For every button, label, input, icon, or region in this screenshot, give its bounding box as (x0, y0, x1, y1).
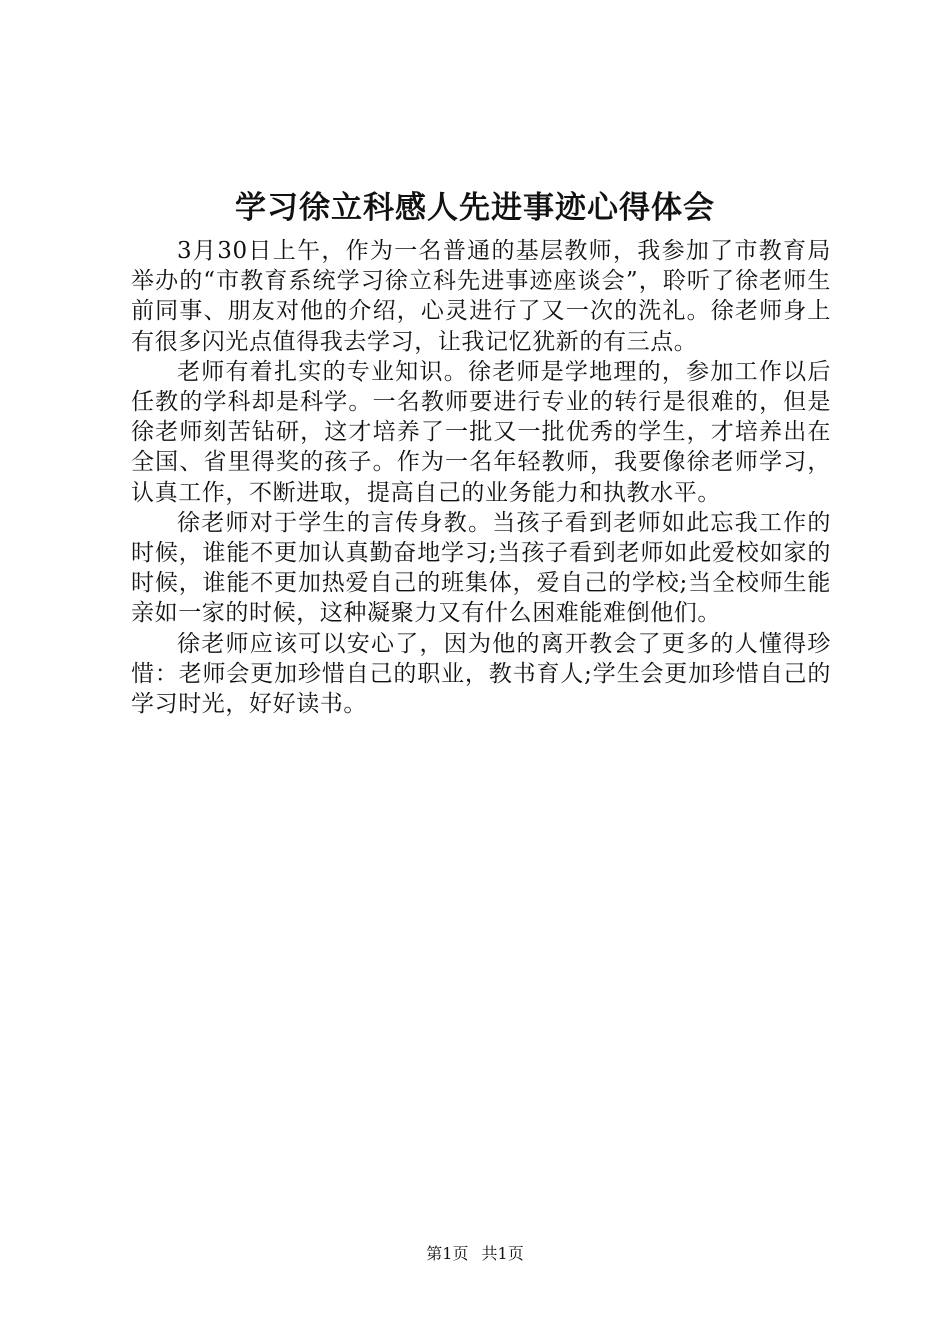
document-title: 学习徐立科感人先进事迹心得体会 (235, 190, 715, 226)
document-body (131, 236, 831, 719)
paragraph-2: 老师有着扎实的专业知识。徐老师是学地理的，参加工作以后任教的学科却是科学。一名教师要进行专业的转行是很难的，但是徐老师刻苦钻研，这才培养了一批又一批优秀的学生，才培养出在全国、省里得奖的孩子。作为一名年轻教师，我要像徐老师学习，认真工作，不断进取，提高自己的业务能力和执教水平。 (131, 358, 831, 506)
paragraph-3: 徐老师对于学生的言传身教。当孩子看到老师如此忘我工作的时候，谁能不更加认真勤奋地学习;当孩子看到老师如此爱校如家的时候，谁能不更加热爱自己的班集体，爱自己的学校;当全校师生能亲如一家的时候，这种凝聚力又有什么困难能难倒他们。 (131, 509, 831, 627)
paragraph-4: 徐老师应该可以安心了，因为他的离开教会了更多的人懂得珍惜：老师会更加珍惜自己的职业，教书育人;学生会更加珍惜自己的学习时光，好好读书。 (131, 630, 831, 718)
page-number-total: 共1页 (481, 1244, 524, 1263)
paragraph-1: 3月30日上午，作为一名普通的基层教师，我参加了市教育局举办的“市教育系统学习徐立科先进事迹座谈会”，聆听了徐老师生前同事、朋友对他的介绍，心灵进行了又一次的洗礼。徐老师身上有很多闪光点值得我去学习，让我记忆犹新的有三点。 (131, 238, 831, 355)
page-footer (0, 1243, 950, 1265)
page-number-current: 第1页 (426, 1244, 469, 1263)
